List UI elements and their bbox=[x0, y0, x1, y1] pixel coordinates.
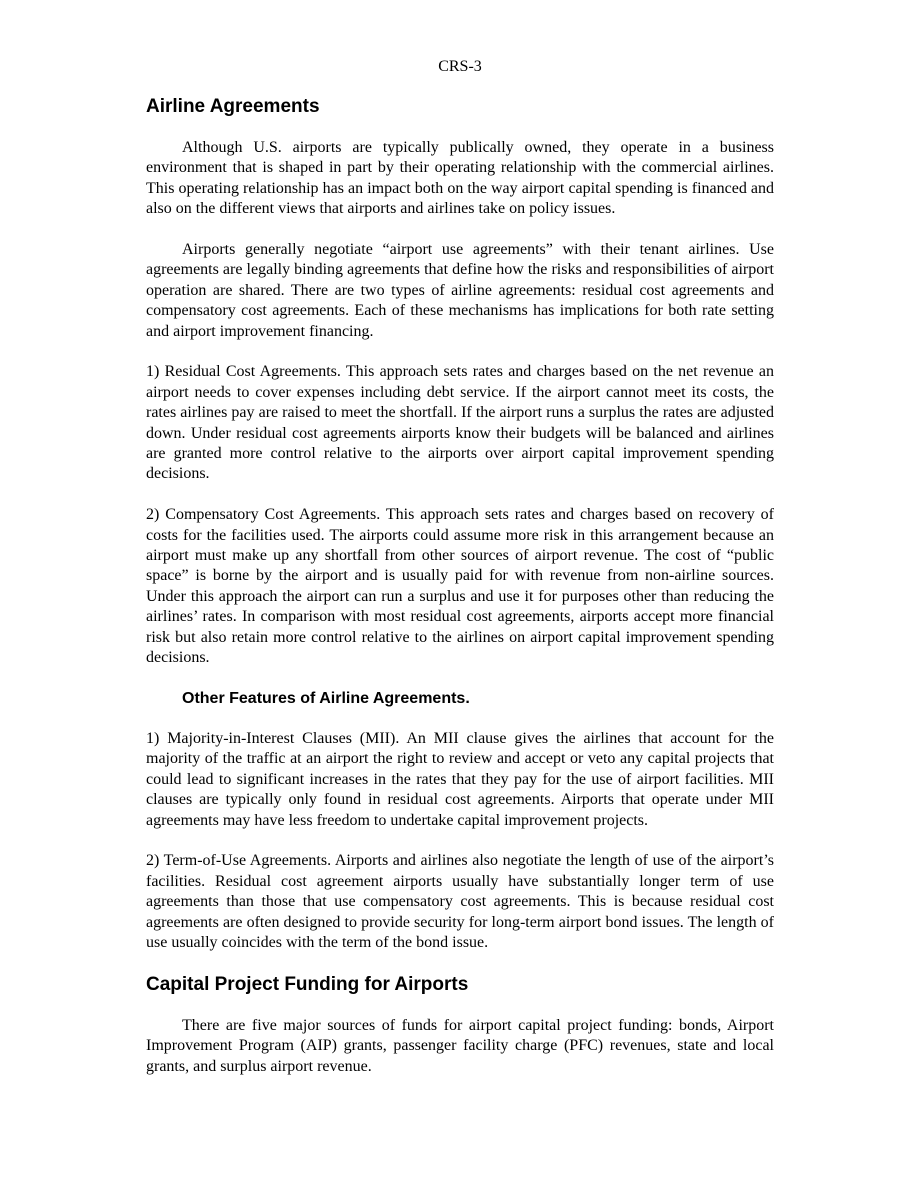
subsection-heading-other-features: Other Features of Airline Agreements. bbox=[182, 689, 470, 707]
paragraph: Although U.S. airports are typically publically owned, they operate in a business environment that is shaped in part by their operating relationship with the commercial airlines. This operating relationship has an impact both on the way airport capital spending is financed and also on the different views that airports and airlines take on policy issues. bbox=[146, 139, 774, 218]
paragraph: There are five major sources of funds for airport capital project funding: bonds, Airport Improvement Program (AIP) grants, passenger facility charge (PFC) revenues, state and local grants, and surplus airport revenue. bbox=[146, 1016, 774, 1075]
paragraph: 1) Majority-in-Interest Clauses (MII). An MII clause gives the airlines that account for the majority of the traffic at an airport the right to review and accept or veto any capital projects that could lead to significant increases in the rates that they pay for the use of airport facilities. MII clauses are typically only found in residual cost agreements. Airports that operate under MII agreements may have less freedom to undertake capital improvement projects. bbox=[146, 729, 774, 829]
paragraph: 2) Compensatory Cost Agreements. This approach sets rates and charges based on recovery of costs for the facilities used. The airports could assume more risk in this arrangement because an airport must make up any shortfall from other sources of airport revenue. The cost of “public space” is borne by the airport and is usually paid for with revenue from non-airline sources. Under this approach the airport can run a surplus and use it for purposes other than reducing the airlines’ rates. In comparison with most residual cost agreements, airports accept more financial risk but also retain more control relative to the airlines on airport capital improvement spending decisions. bbox=[146, 506, 774, 667]
paragraph: Airports generally negotiate “airport use agreements” with their tenant airlines. Use agreements are legally binding agreements that define how the risks and responsibilities of airport operation are shared. There are two types of airline agreements: residual cost agreements and compensatory cost agreements. Each of these mechanisms has implications for both rate setting and airport improvement financing. bbox=[146, 241, 774, 340]
page-header: CRS-3 bbox=[438, 58, 482, 75]
page-content bbox=[146, 96, 774, 1097]
paragraph: 2) Term-of-Use Agreements. Airports and airlines also negotiate the length of use of the airport’s facilities. Residual cost agreement airports usually have substantially longer term of use agreements than those that use compensatory cost agreements. This is because residual cost agreements are often designed to provide security for long-term airport bond issues. The length of use usually coincides with the term of the bond issue. bbox=[146, 852, 774, 951]
section-heading-capital-project-funding: Capital Project Funding for Airports bbox=[146, 973, 469, 995]
paragraph: 1) Residual Cost Agreements. This approach sets rates and charges based on the net revenue an airport needs to cover expenses including debt service. If the airport cannot meet its costs, the rates airlines pay are raised to meet the shortfall. If the airport runs a surplus the rates are adjusted down. Under residual cost agreements airports know their budgets will be balanced and airlines are granted more control relative to the airports over airport capital improvement spending decisions. bbox=[146, 363, 774, 483]
section-heading-airline-agreements: Airline Agreements bbox=[146, 96, 320, 117]
